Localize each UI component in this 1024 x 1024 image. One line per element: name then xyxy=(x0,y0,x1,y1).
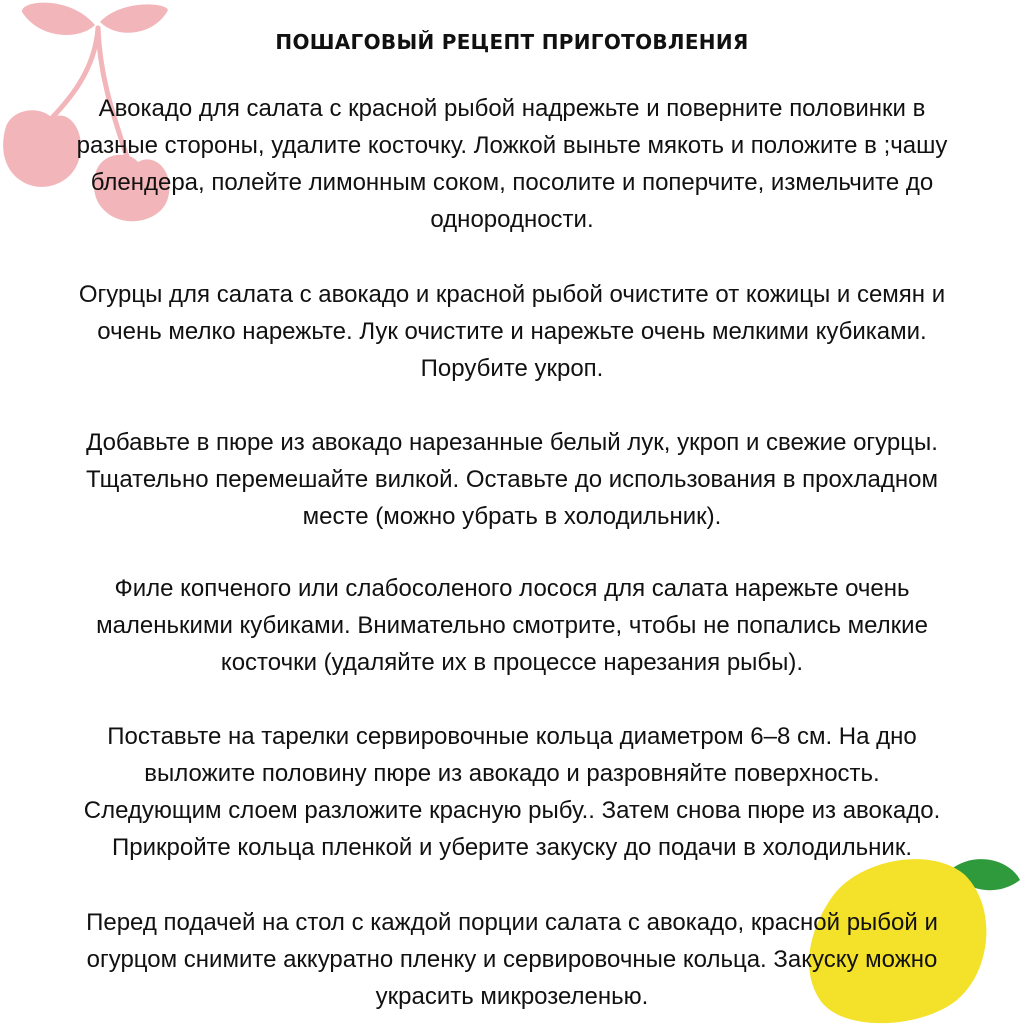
text-line: Перед подачей на стол с каждой порции салата с авокадо, красной рыбой и xyxy=(86,909,938,936)
text-line: Поставьте на тарелки сервировочные кольца диаметром 6–8 см. На дно xyxy=(107,723,917,750)
text-line: Следующим слоем разложите красную рыбу.. Затем снова пюре из авокадо. xyxy=(83,797,941,824)
step-paragraph xyxy=(22,90,1002,238)
text-line: косточки (удаляйте их в процессе нарезания рыбы). xyxy=(220,649,804,676)
step-paragraph xyxy=(22,570,1002,681)
text-line: маленькими кубиками. Внимательно смотрите, чтобы не попались мелкие xyxy=(96,612,928,639)
text-line: Порубите укроп. xyxy=(420,355,604,382)
step-paragraph xyxy=(22,904,1002,1015)
text-line: очень мелко нарежьте. Лук очистите и нарежьте очень мелкими кубиками. xyxy=(97,318,927,345)
text-line: месте (можно убрать в холодильник). xyxy=(302,503,722,530)
text-line: однородности. xyxy=(430,206,594,233)
text-line: блендера, полейте лимонным соком, посолите и поперчите, измельчите до xyxy=(90,169,934,196)
text-line: Филе копченого или слабосоленого лосося для салата нарежьте очень xyxy=(114,575,910,602)
step-paragraph xyxy=(22,276,1002,387)
step-paragraph xyxy=(22,718,1002,866)
text-line: Добавьте в пюре из авокадо нарезанные белый лук, укроп и свежие огурцы. xyxy=(86,429,938,456)
text-line: выложите половину пюре из авокадо и разровняйте поверхность. xyxy=(144,760,880,787)
text-line: Авокадо для салата с красной рыбой надрежьте и поверните половинки в xyxy=(98,95,926,122)
page-title: ПОШАГОВЫЙ РЕЦЕПТ ПРИГОТОВЛЕНИЯ xyxy=(275,30,749,54)
text-line: Прикройте кольца пленкой и уберите закуску до подачи в холодильник. xyxy=(112,834,912,861)
step-paragraph xyxy=(22,424,1002,535)
text-line: разные стороны, удалите косточку. Ложкой выньте мякоть и положите в ;чашу xyxy=(76,132,948,159)
text-line: Огурцы для салата с авокадо и красной рыбой очистите от кожицы и семян и xyxy=(78,281,946,308)
text-line: Тщательно перемешайте вилкой. Оставьте до использования в прохладном xyxy=(85,466,938,493)
text-line: огурцом снимите аккуратно пленку и сервировочные кольца. Закуску можно xyxy=(86,946,938,973)
text-line: украсить микрозеленью. xyxy=(375,983,649,1010)
